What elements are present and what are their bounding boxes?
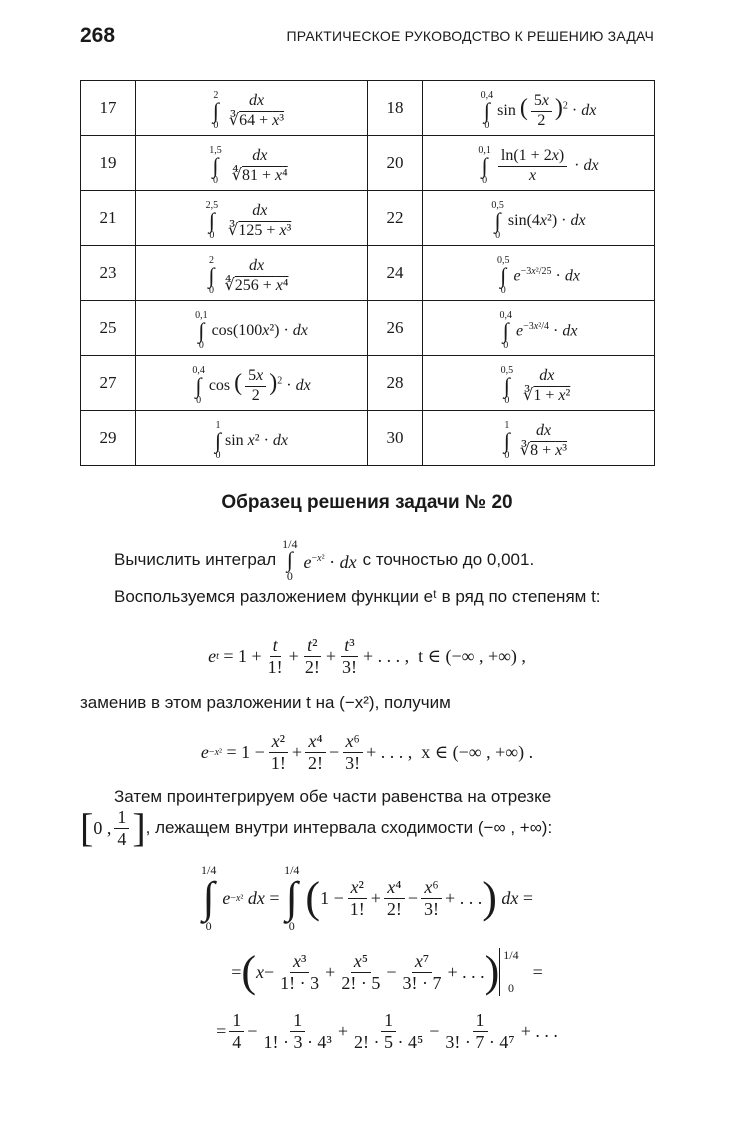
- integrand: $\frac{dx}{\text{∛125 + x³}}$: [228, 201, 292, 239]
- integral-limits: 0,4 ∫ 0: [480, 90, 494, 131]
- formula-exp-series: e t = 1 + $\frac{t}{1!}$ + $\frac{\text{t²}}{2!}$ + $\frac{\text{t³}}{3!}$ + . . . , t ∈ (−∞ , +∞) ,: [208, 634, 526, 677]
- formula-integral: 1/4 ∫ 0 e −x² dx = 1/4 ∫ 0 ( 1 − $\frac{\text{x²}}{1!}$ + $\frac{\text{x⁴}}{2!}$ − $\frac{\text{x⁶}}{3!}$ + . . . ) dx =: [200, 863, 534, 933]
- task-integral: [423, 81, 655, 136]
- formula2-tail: x ∈ (−∞ , +∞) .: [421, 741, 534, 762]
- formula-exp-neg-x2: e −x² = 1 − $\frac{\text{x²}}{1!}$ + $\frac{\text{x⁴}}{2!}$ − $\frac{\text{x⁶}}{3!}$ + . . . , x ∈ (−∞ , +∞) .: [200, 730, 534, 773]
- integral-limits: 2,5 ∫ 0: [205, 200, 219, 241]
- integral-limits: 0,5 ∫ 0: [500, 365, 514, 406]
- integrand: sin ( $\frac{5x}{2}$ )$^2$ · dx: [497, 91, 597, 129]
- task-integral: [423, 301, 655, 356]
- integrand: $\frac{\ln(1 + 2x)}{x}$ · dx: [495, 148, 599, 185]
- paragraph-1: Воспользуемся разложением функции eᵗ в ряд по степеням t:: [114, 587, 601, 606]
- integrand: $\frac{dx}{\text{∛64 + x³}}$: [228, 91, 285, 129]
- integral-limits: 2 ∫ 0: [208, 255, 215, 296]
- section-title: Образец решения задачи № 20: [221, 492, 513, 513]
- integral-limits: 1,5 ∫ 0: [209, 145, 222, 186]
- task-integral: [136, 136, 368, 191]
- integral-limits: 0,5 ∫ 0: [491, 200, 504, 241]
- task-integral: [423, 136, 655, 191]
- task-statement: Вычислить интеграл 1/4 ∫ 0 $e^{-x^2}$ · dx с точностью до 0,001.: [114, 537, 535, 583]
- integrand: sin(4x²) · dx: [507, 212, 586, 229]
- task-number: 27: [81, 356, 136, 411]
- task-integral: [136, 301, 368, 356]
- task-number: 26: [368, 301, 423, 356]
- integrand: $\frac{dx}{\text{∜256 + x⁴}}$: [224, 256, 289, 294]
- task-prefix: Вычислить интеграл: [114, 550, 277, 569]
- formula1-tail: t ∈ (−∞ , +∞) ,: [418, 645, 526, 666]
- table-row: [81, 411, 655, 466]
- task-integral: [423, 356, 655, 411]
- task-number: 23: [81, 246, 136, 301]
- task-number: 30: [368, 411, 423, 466]
- integrand: $\frac{dx}{\text{∜81 + x⁴}}$: [231, 146, 288, 184]
- task-suffix: с точностью до 0,001.: [362, 550, 535, 569]
- integrand: $e^{-3x^2/25}$ · dx: [513, 266, 580, 285]
- integral-limits: 1 ∫ 0: [214, 420, 221, 461]
- task-integral: [136, 191, 368, 246]
- integral-limits: 0,4 ∫ 0: [192, 365, 205, 406]
- task-number: 24: [368, 246, 423, 301]
- page-header: [80, 22, 654, 48]
- task-integral: [136, 81, 368, 136]
- paragraph-3b: [ 0 , $\frac{1}{4}$ ] , лежащем внутри интервала сходимости (−∞ , +∞):: [80, 805, 553, 851]
- task-integral: [423, 246, 655, 301]
- task-int-upper: 1/4: [282, 537, 298, 551]
- running-title: ПРАКТИЧЕСКОЕ РУКОВОДСТВО К РЕШЕНИЮ ЗАДАЧ: [286, 28, 654, 44]
- integrand: cos ( $\frac{5x}{2}$ )$^2$ · dx: [208, 366, 311, 404]
- task-integral: [136, 411, 368, 466]
- integrand: $\frac{dx}{\text{∛8 + x³}}$: [519, 421, 568, 459]
- integrand: $e^{-3x^2/4}$ · dx: [516, 321, 578, 340]
- table-row: [81, 301, 655, 356]
- task-int-lower: 0: [286, 569, 293, 583]
- task-integral: [423, 191, 655, 246]
- task-integral: [423, 411, 655, 466]
- integral-limits: 0,4 ∫ 0: [499, 310, 513, 351]
- integrand: cos(100x²) · dx: [211, 322, 308, 339]
- page-number: 268: [80, 24, 116, 47]
- paragraph-2: заменив в этом разложении t на (−x²), получим: [80, 693, 451, 712]
- integral-limits: 0,1 ∫ 0: [478, 145, 491, 186]
- task-number: 22: [368, 191, 423, 246]
- task-number: 19: [81, 136, 136, 191]
- integral-limits: 0,5 ∫ 0: [497, 255, 510, 296]
- integral-limits: 1 ∫ 0: [503, 420, 510, 461]
- task-integral: 1/4 ∫ 0: [282, 537, 298, 583]
- table-row: [81, 81, 655, 136]
- task-integral: [136, 246, 368, 301]
- task-number: 25: [81, 301, 136, 356]
- task-number: 20: [368, 136, 423, 191]
- task-integral: [136, 356, 368, 411]
- integrand: sin x² · dx: [225, 432, 289, 449]
- paragraph-3a: Затем проинтегрируем обе части равенства на отрезке: [114, 787, 552, 806]
- tasks-table: [80, 80, 655, 466]
- task-number: 18: [368, 81, 423, 136]
- integral-limits: 2 ∫ 0: [212, 90, 219, 131]
- task-number: 28: [368, 356, 423, 411]
- integral-limits: 0,1 ∫ 0: [195, 310, 208, 351]
- table-row: [81, 191, 655, 246]
- table-row: [81, 136, 655, 191]
- formula-numeric-series: = $\frac{1}{4}$ − $\frac{1}{\text{1! · 3 · 4³}}$ + $\frac{1}{\text{2! · 5 · 4⁵}}$ − $\frac{1}{\text{3! · 7 · 4⁷}}$ + . . .: [216, 1009, 558, 1052]
- task-number: 17: [81, 81, 136, 136]
- table-row: [81, 246, 655, 301]
- paragraph-3b-text: , лежащем внутри интервала сходимости (−∞ , +∞):: [145, 818, 553, 838]
- integrand: $\frac{dx}{\text{∛1 + x²}}$: [523, 366, 571, 404]
- task-number: 21: [81, 191, 136, 246]
- task-number: 29: [81, 411, 136, 466]
- table-row: [81, 356, 655, 411]
- formula-antiderivative: = ( x − $\frac{\text{x³}}{1! \cdot 3}$ + $\frac{\text{x⁵}}{2! \cdot 5}$ − $\frac{\text{x⁷}}{3! \cdot 7}$ + . . . ) 1/4 0 =: [231, 947, 543, 996]
